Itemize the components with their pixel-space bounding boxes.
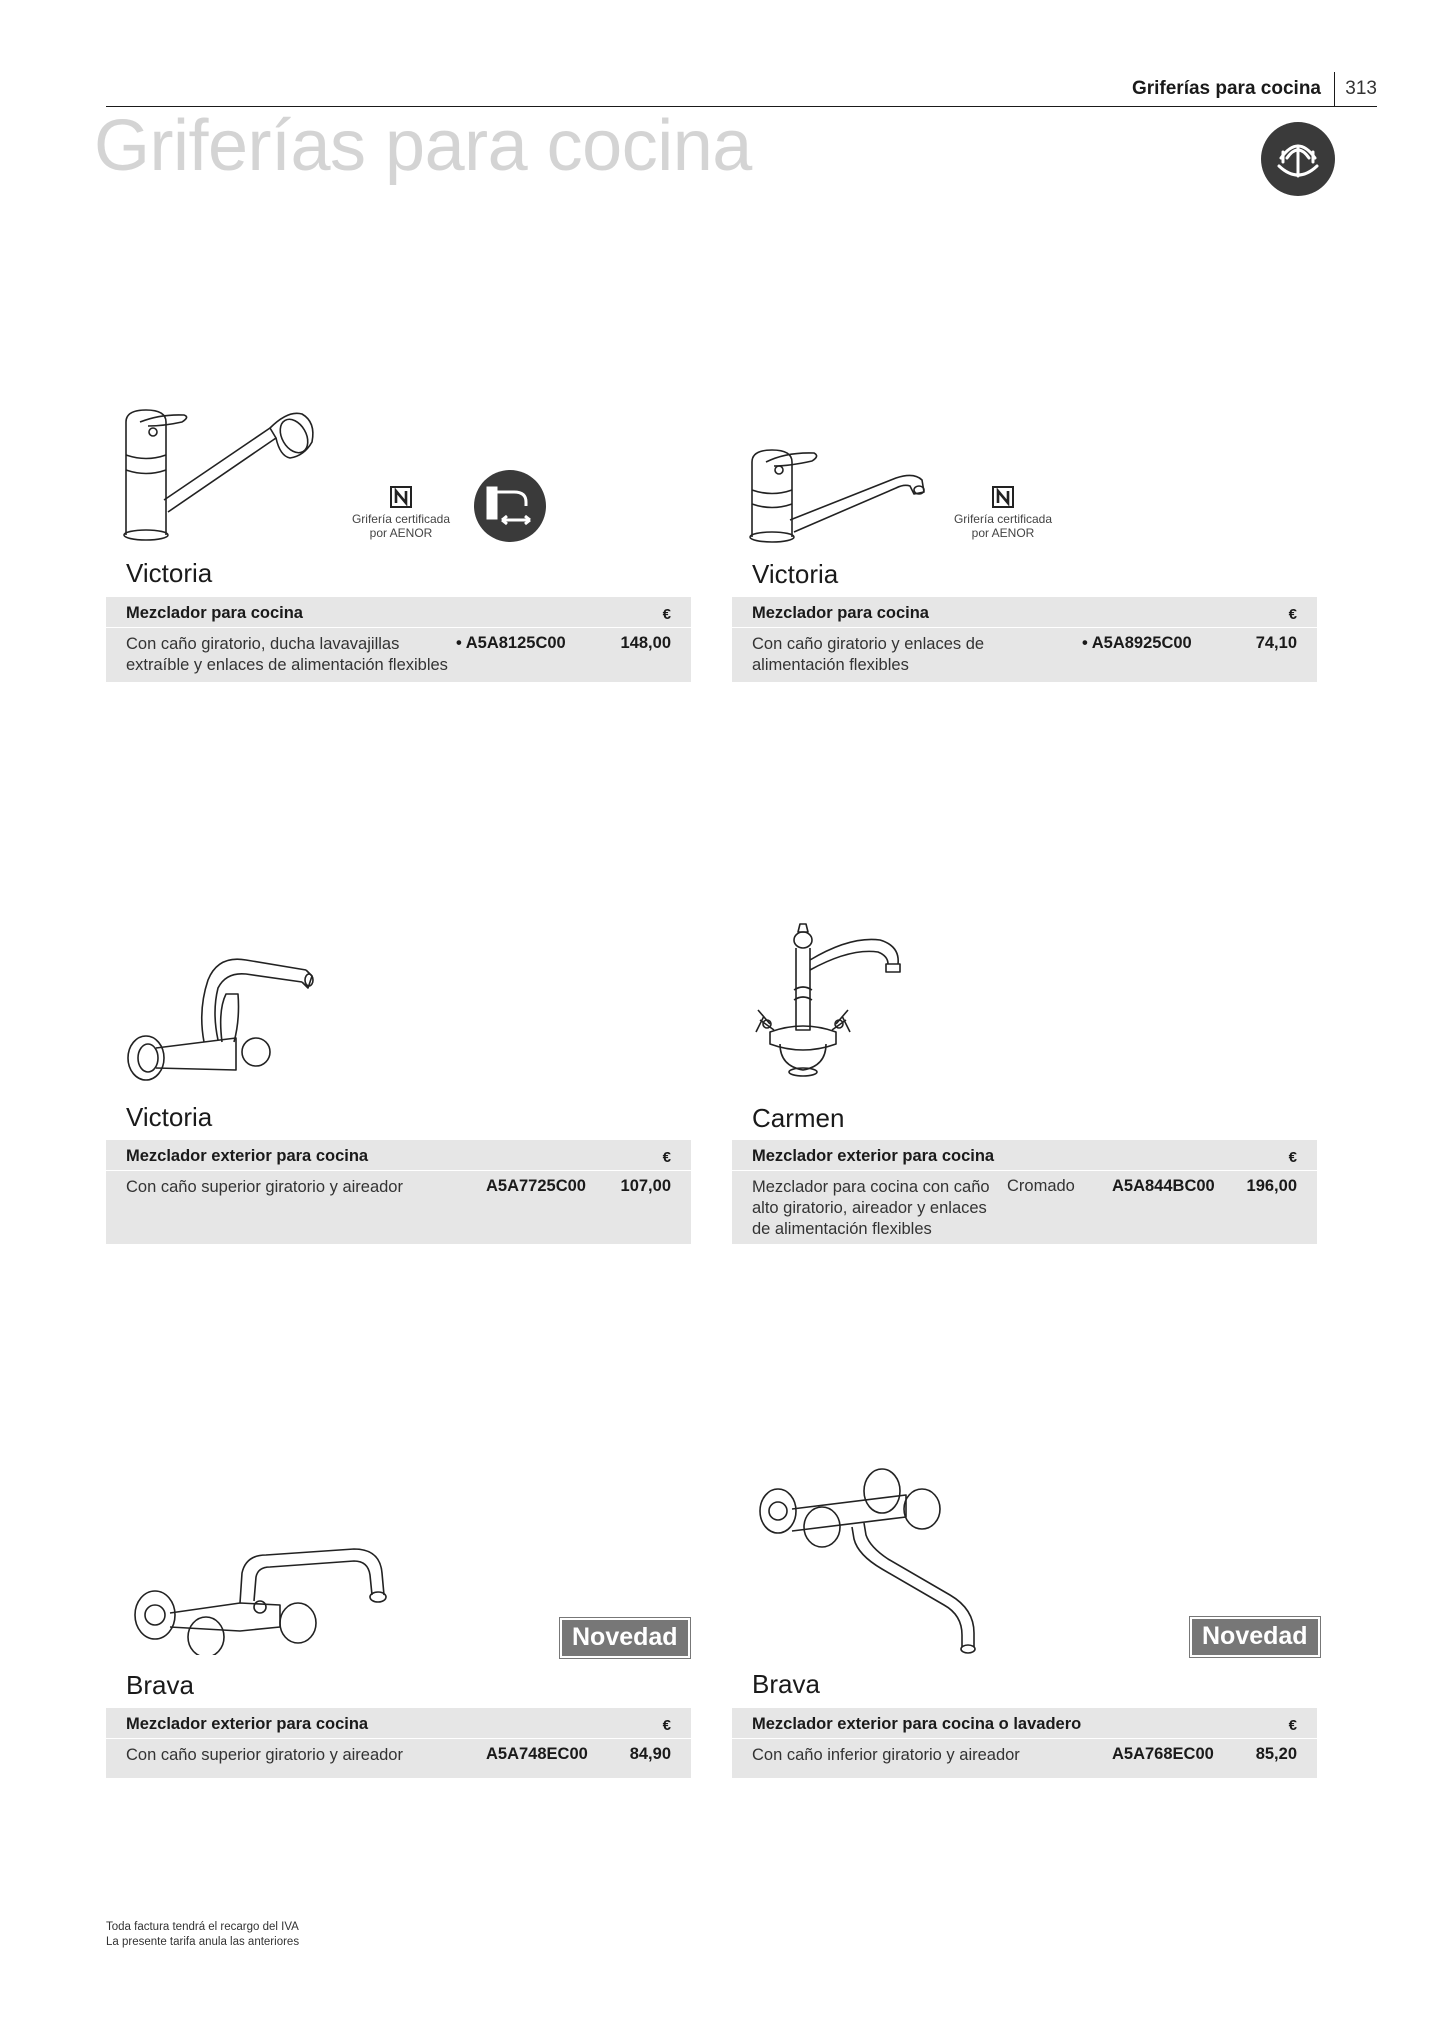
aenor-certification <box>948 486 1058 540</box>
product-name: Brava <box>752 1669 820 1699</box>
pull-out-shower-faucet-icon <box>120 400 360 545</box>
pull-out-shower-feature-icon <box>474 470 546 542</box>
price-table <box>106 597 691 682</box>
table-header <box>732 1140 1317 1171</box>
price-table <box>732 597 1317 682</box>
product-description: Con caño inferior giratorio y aireador <box>752 1746 1020 1764</box>
product-card-carmen <box>732 920 1317 1240</box>
product-price: 148,00 <box>620 634 671 652</box>
aenor-n-icon <box>390 486 412 508</box>
aenor-n-icon <box>992 486 1014 508</box>
currency-label: € <box>662 1717 671 1734</box>
table-header <box>732 1708 1317 1739</box>
currency-label: € <box>662 606 671 623</box>
price-table <box>106 1708 691 1778</box>
product-card-victoria <box>732 400 1317 690</box>
novedad-badge: Novedad <box>560 1618 690 1658</box>
product-name: Brava <box>126 1670 194 1700</box>
product-code: • A5A8125C00 <box>456 634 566 652</box>
wall-two-handle-low-spout-faucet-icon <box>756 1465 996 1655</box>
currency-label: € <box>662 1149 671 1166</box>
product-card-victoria-wall <box>106 940 691 1240</box>
product-price: 107,00 <box>620 1177 671 1195</box>
table-header <box>732 597 1317 628</box>
product-type: Mezclador exterior para cocina <box>752 1147 995 1165</box>
product-type: Mezclador para cocina <box>752 604 929 622</box>
footnote <box>106 1920 299 1950</box>
product-card-brava-upper <box>106 1515 691 1790</box>
product-name: Victoria <box>752 559 839 589</box>
currency-label: € <box>1288 1717 1297 1734</box>
product-name: Victoria <box>126 1102 213 1132</box>
product-code: A5A768EC00 <box>1112 1745 1214 1763</box>
cert-label: Grifería certificada por AENOR <box>351 512 451 540</box>
product-code: A5A7725C00 <box>486 1177 586 1195</box>
table-header <box>106 1708 691 1739</box>
cert-label: Grifería certificada por AENOR <box>953 512 1053 540</box>
product-code: A5A844BC00 <box>1112 1177 1215 1195</box>
price-table <box>732 1140 1317 1244</box>
table-header <box>106 1140 691 1171</box>
product-card-victoria-pullout <box>106 400 691 690</box>
product-description: Con caño superior giratorio y aireador <box>126 1746 403 1764</box>
aenor-certification <box>346 486 456 540</box>
page-number: 313 <box>1345 78 1377 99</box>
classic-cross-handle-faucet-icon <box>750 920 920 1090</box>
product-price: 85,20 <box>1255 1745 1297 1763</box>
faucet-water-icon <box>1261 122 1335 196</box>
single-lever-faucet-icon <box>746 440 946 545</box>
product-description: Con caño giratorio y enlaces de alimentación flexibles <box>752 635 985 674</box>
product-description: Con caño giratorio, ducha lavavajillas extraíble y enlaces de alimentación flexibles <box>126 635 448 674</box>
product-name: Victoria <box>126 558 213 588</box>
product-type: Mezclador exterior para cocina o lavadero <box>752 1715 1082 1733</box>
product-description: Mezclador para cocina con caño alto giratorio, aireador y enlaces de alimentación flexibles <box>752 1178 990 1238</box>
product-price: 84,90 <box>629 1745 671 1763</box>
currency-label: € <box>1288 1149 1297 1166</box>
novedad-badge: Novedad <box>1190 1617 1320 1657</box>
header-divider <box>1334 72 1335 106</box>
product-price: 196,00 <box>1246 1177 1297 1195</box>
price-table <box>732 1708 1317 1778</box>
price-table <box>106 1140 691 1244</box>
product-card-brava-lower <box>732 1465 1317 1790</box>
product-description: Con caño superior giratorio y aireador <box>126 1178 403 1196</box>
product-code: • A5A8925C00 <box>1082 634 1192 652</box>
footnote-line: Toda factura tendrá el recargo del IVA <box>106 1921 299 1933</box>
product-price: 74,10 <box>1255 634 1297 652</box>
product-type: Mezclador exterior para cocina <box>126 1147 369 1165</box>
running-title: Griferías para cocina <box>1131 78 1321 99</box>
wall-mounted-faucet-icon <box>126 950 326 1085</box>
table-header <box>106 597 691 628</box>
currency-label: € <box>1288 606 1297 623</box>
page-title: Griferías para cocina <box>94 106 752 186</box>
running-header <box>106 72 1377 107</box>
product-type: Mezclador para cocina <box>126 604 303 622</box>
product-type: Mezclador exterior para cocina <box>126 1715 369 1733</box>
product-finish: Cromado <box>1007 1177 1075 1195</box>
product-code: A5A748EC00 <box>486 1745 588 1763</box>
footnote-line: La presente tarifa anula las anteriores <box>106 1936 300 1948</box>
wall-two-handle-faucet-icon <box>130 1515 390 1655</box>
product-name: Carmen <box>752 1103 845 1133</box>
